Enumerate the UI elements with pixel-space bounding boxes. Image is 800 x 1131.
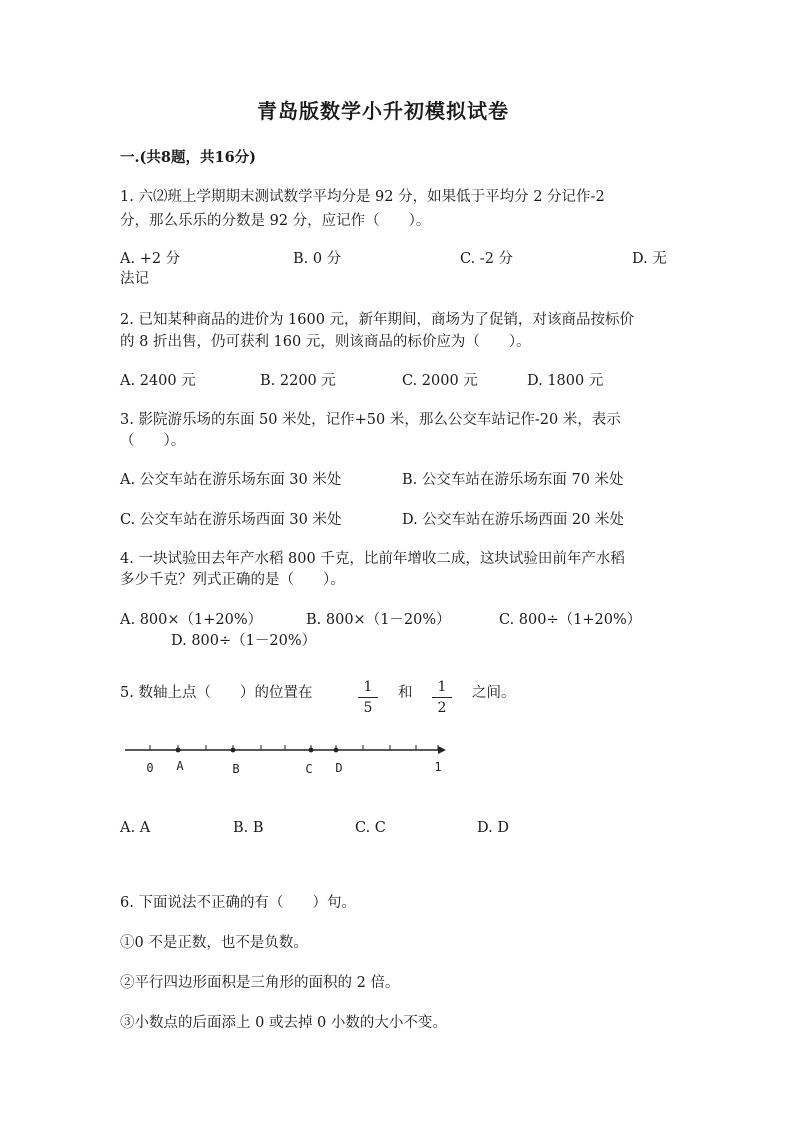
fraction-one-fifth-denominator: 5 (363, 700, 373, 716)
point-a-dot (176, 748, 181, 753)
q4-option-b[interactable]: B. 800×（1－20%） (306, 612, 451, 628)
q3-stem-line1: 3. 影院游乐场的东面 50 米处，记作+50 米，那么公交车站记作-20 米，表示 (120, 412, 621, 428)
axis-label-b: B (232, 762, 240, 776)
number-line-figure (120, 738, 450, 778)
q6-statement-1: ①0 不是正数，也不是负数。 (120, 935, 308, 951)
q3-option-c[interactable]: C. 公交车站在游乐场西面 30 米处 (120, 512, 342, 528)
q3-option-a[interactable]: A. 公交车站在游乐场东面 30 米处 (120, 472, 342, 488)
q2-option-b[interactable]: B. 2200 元 (260, 373, 336, 389)
q5-option-b[interactable]: B. B (233, 820, 264, 836)
q5-and: 和 (398, 685, 413, 701)
q4-option-d[interactable]: D. 800÷（1－20%） (171, 633, 317, 649)
axis-label-d: D (335, 761, 343, 775)
axis-label-a: A (176, 759, 184, 773)
page-title: 青岛版数学小升初模拟试卷 (257, 99, 509, 123)
q5-option-c[interactable]: C. C (355, 820, 386, 836)
q1-option-d[interactable]: D. 无 (632, 251, 667, 267)
fraction-one-half-numerator: 1 (432, 678, 452, 698)
point-c-dot (309, 748, 314, 753)
q3-option-d[interactable]: D. 公交车站在游乐场西面 20 米处 (402, 512, 624, 528)
number-line-arrow (438, 746, 446, 754)
fraction-one-fifth (358, 678, 378, 717)
q2-stem-line1: 2. 已知某种商品的进价为 1600 元，新年期间，商场为了促销，对该商品按标价 (120, 312, 635, 328)
q3-stem-line2: （ ）。 (120, 433, 186, 449)
q6-stem: 6. 下面说法不正确的有（ ）句。 (120, 895, 356, 911)
axis-label-c: C (305, 762, 313, 776)
axis-label-1: 1 (434, 760, 442, 774)
q2-option-a[interactable]: A. 2400 元 (120, 373, 196, 389)
q1-stem-line2: 分，那么乐乐的分数是 92 分，应记作（ ）。 (120, 213, 431, 229)
q4-stem-line1: 4. 一块试验田去年产水稻 800 千克，比前年增收二成，这块试验田前年产水稻 (120, 551, 625, 567)
q5-option-d[interactable]: D. D (477, 820, 509, 836)
section-heading: 一.(共8题，共16分) (120, 149, 257, 166)
q6-statement-3: ③小数点的后面添上 0 或去掉 0 小数的大小不变。 (120, 1015, 447, 1031)
fraction-one-fifth-numerator: 1 (358, 678, 378, 698)
q4-option-c[interactable]: C. 800÷（1+20%） (499, 612, 642, 628)
fraction-one-half-denominator: 2 (437, 700, 447, 716)
q1-option-b[interactable]: B. 0 分 (293, 251, 342, 267)
q5-option-a[interactable]: A. A (120, 820, 151, 836)
q1-option-d-wrap: 法记 (120, 271, 149, 287)
q1-option-a[interactable]: A. +2 分 (120, 251, 181, 267)
q6-statement-2: ②平行四边形面积是三角形的面积的 2 倍。 (120, 975, 400, 991)
q1-option-c[interactable]: C. -2 分 (460, 251, 514, 267)
fraction-one-half (432, 678, 452, 717)
q2-option-c[interactable]: C. 2000 元 (402, 373, 478, 389)
q2-option-d[interactable]: D. 1800 元 (527, 373, 604, 389)
q1-stem-line1: 1. 六⑵班上学期期末测试数学平均分是 92 分，如果低于平均分 2 分记作-2 (120, 189, 605, 205)
point-b-dot (231, 748, 236, 753)
point-d-dot (334, 748, 339, 753)
q5-stem-a: 5. 数轴上点（ ）的位置在 (120, 685, 313, 701)
q2-stem-line2: 的 8 折出售，仍可获利 160 元，则该商品的标价应为（ ）。 (120, 334, 531, 350)
q3-option-b[interactable]: B. 公交车站在游乐场东面 70 米处 (402, 472, 624, 488)
q4-option-a[interactable]: A. 800×（1+20%） (120, 612, 263, 628)
axis-label-0: 0 (146, 761, 154, 775)
q5-stem-b: 之间。 (472, 685, 516, 701)
q4-stem-line2: 多少千克？列式正确的是（ ）。 (120, 572, 345, 588)
